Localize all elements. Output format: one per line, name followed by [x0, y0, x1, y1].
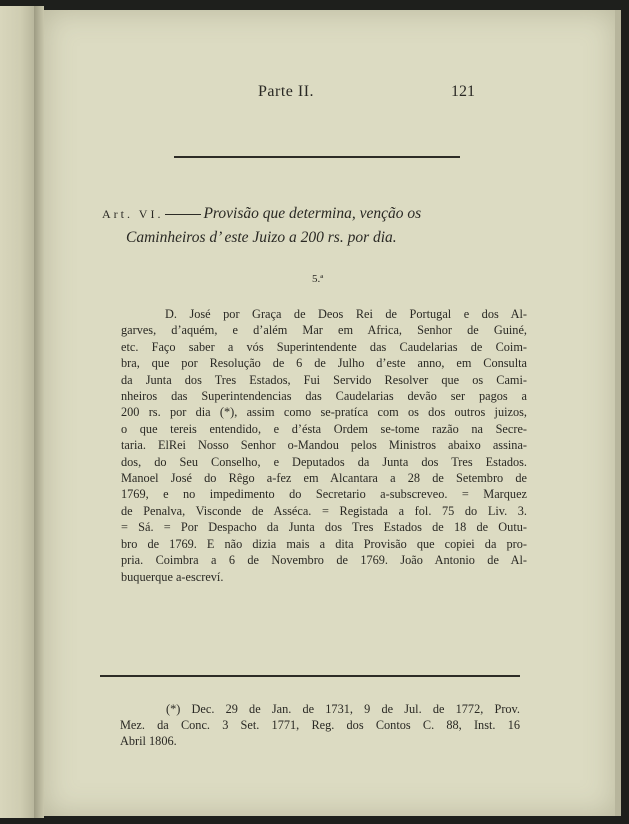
footnote-line: Mez. da Conc. 3 Set. 1771, Reg. dos Contos C. 88, Inst. 16 — [120, 718, 520, 732]
book-page — [44, 10, 616, 816]
page-number: 121 — [451, 83, 475, 100]
document-body — [121, 306, 527, 585]
body-line: Manoel José do Rêgo a-fez em Alcantara a 28 de Setembro de — [121, 471, 527, 486]
body-line: taria. ElRei Nosso Senhor o-Mandou pelos Ministros abaixo assina- — [121, 438, 527, 453]
article-title-line2: Caminheiros d’ este Juizo a 200 rs. por dia. — [126, 229, 397, 246]
page-header — [44, 83, 616, 105]
header-rule — [174, 156, 460, 158]
body-line: de Penalva, Visconde de Asséca. = Registada a fol. 75 do Liv. 3. — [121, 503, 527, 518]
body-line: garves, d’aquém, e d’além Mar em Africa, Senhor de Guiné, — [121, 323, 527, 338]
footnote-rule — [100, 675, 520, 677]
section-marker: 5.ª — [312, 273, 324, 285]
body-line: bro de 1769. E não dizia mais a dita Provisão que copiei da pro- — [121, 536, 527, 551]
body-line: o que tereis entendido, e d’ésta Ordem se-tome razão na Secre- — [121, 421, 527, 436]
page-fore-edge — [615, 10, 621, 816]
article-title-line1: Provisão que determina, venção os — [203, 205, 422, 222]
body-line: = Sá. = Por Despacho da Junta dos Tres Estados de 18 de Outu- — [121, 520, 527, 535]
body-line: dos, do Seu Conselho, e Deputados da Junta dos Tres Estados. — [121, 454, 527, 469]
body-line: da Junta dos Tres Estados, Fui Servido Resolver que os Cami- — [121, 372, 527, 387]
body-line: D. José por Graça de Deos Rei de Portugal e dos Al- — [165, 307, 527, 321]
body-line: bra, que por Resolução de 6 de Julho d’este anno, em Consulta — [121, 356, 527, 371]
body-line: nheiros das Superintendencias das Caudelarias devão ser pagos a — [121, 389, 527, 404]
body-line: etc. Faço saber a vós Superintendente das Caudelarias de Coim- — [121, 339, 527, 354]
body-line: 1769, e no impedimento do Secretario a-subscreveo. = Marquez — [121, 487, 527, 502]
article-heading — [102, 202, 522, 250]
book-gutter — [34, 6, 44, 818]
article-label: Art. VI. — [102, 207, 164, 221]
body-line: 200 rs. por dia (*), assim como se-pratíca com os dos outros juizos, — [121, 405, 527, 420]
facing-page-edge — [0, 6, 35, 818]
body-line: buquerque a-escreví. — [121, 569, 224, 584]
footnote-line: Abril 1806. — [120, 734, 177, 748]
footnote — [120, 701, 520, 749]
body-line: pria. Coimbra a 6 de Novembro de 1769. João Antonio de Al- — [121, 553, 527, 568]
em-dash-rule — [165, 214, 201, 215]
footnote-line: (*) Dec. 29 de Jan. de 1731, 9 de Jul. de 1772, Prov. — [166, 702, 520, 716]
running-title: Parte II. — [258, 83, 315, 100]
